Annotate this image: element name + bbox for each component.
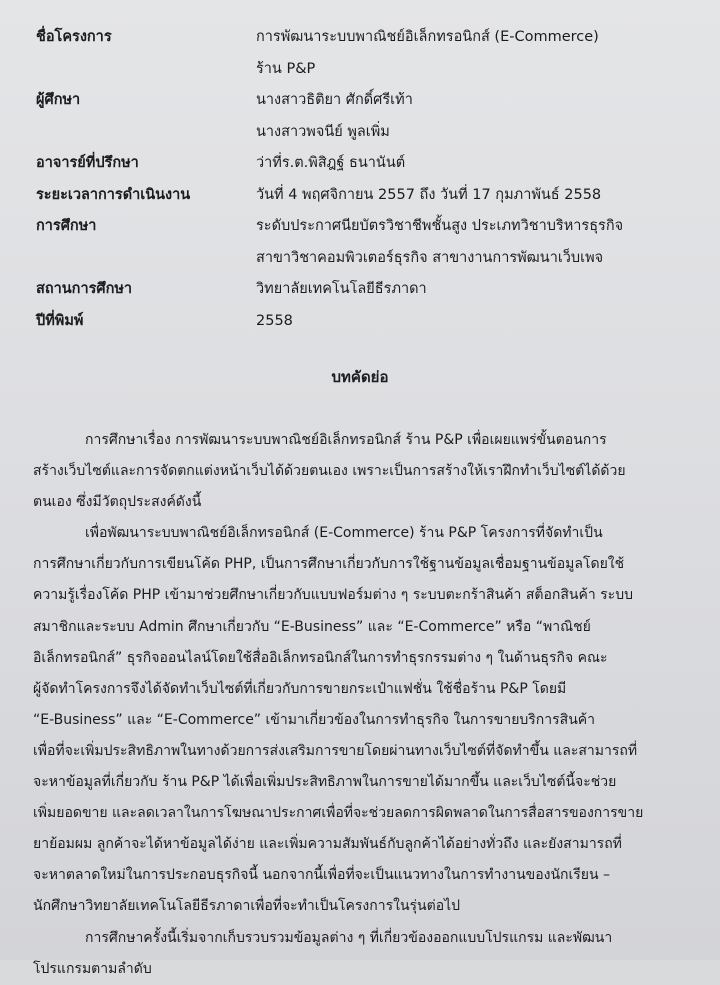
info-value: นางสาวพจนีย์ พูลเพิ่ม [256,123,390,140]
info-row [36,85,708,148]
abstract-line: โปรแกรมตามลำดับ [33,960,152,977]
info-row [36,22,708,85]
abstract-line: “E-Business” และ “E-Commerce” เข้ามาเกี่ยวข้องในการทำธุรกิจ ในการขายบริการสินค้า [33,711,596,728]
info-values [256,22,708,85]
abstract-line: ตนเอง ซึ่งมีวัตถุประสงค์ดังนี้ [33,494,202,511]
abstract-line: สร้างเว็บไซต์และการจัดตกแต่งหน้าเว็บได้ด้วยตนเอง เพราะเป็นการสร้างให้เราฝึกทำเว็บไซต์ได้ด้วย [33,463,626,480]
info-label: ผู้ศึกษา [36,92,81,108]
info-label: ระยะเวลาการดำเนินงาน [36,186,191,203]
info-values [256,180,708,212]
info-row [36,180,708,212]
info-row [36,148,708,180]
info-row [36,274,708,306]
info-values [256,306,708,338]
info-label: อาจารย์ที่ปรึกษา [36,155,139,171]
info-label: ปีที่พิมพ์ [36,312,84,329]
abstract-line: จะหาตลาดใหม่ในการประกอบธุรกิจนี้ นอกจากนี้เพื่อที่จะเป็นแนวทางในการทำงานของนักเรียน – [33,867,611,884]
info-label: สถานการศึกษา [36,281,133,297]
abstract-line: การศึกษาเกี่ยวกับการเขียนโค้ด PHP, เป็นการศึกษาเกี่ยวกับการใช้ฐานข้อมูลเชื่อมฐานข้อมูลโดยใช้ [33,556,625,573]
info-value: วันที่ 4 พฤศจิกายน 2557 ถึง วันที่ 17 กุมภาพันธ์ 2558 [256,186,602,203]
info-values [256,211,708,274]
abstract-line: ความรู้เรื่องโค้ด PHP เข้ามาช่วยศึกษาเกี่ยวกับแบบฟอร์มต่าง ๆ ระบบตะกร้าสินค้า สต็อกสินค้า ระบบ [33,587,633,604]
info-row [36,211,708,274]
abstract-line: อิเล็กทรอนิกส์” ธุรกิจออนไลน์โดยใช้สื่ออิเล็กทรอนิกส์ในการทำธุรกรรมต่าง ๆ ในด้านธุรกิจ คณะ [33,649,608,666]
abstract-line: จะหาข้อมูลที่เกี่ยวกับ ร้าน P&P ได้เพื่อเพิ่มประสิทธิภาพในการขายได้มากขึ้น และเว็บไซต์นี้จะช่วย [33,774,617,791]
info-value: นางสาวธิติยา ศักดิ์ศรีเท้า [256,92,413,108]
info-value: ว่าที่ร.ต.พิสิฎฐ์ ธนานันต์ [256,155,406,171]
info-value: ระดับประกาศนียบัตรวิชาชีพชั้นสูง ประเภทวิชาบริหารธุรกิจ [256,218,624,234]
abstract-line: ยาย้อมผม ลูกค้าจะได้หาข้อมูลได้ง่าย และเพิ่มความสัมพันธ์กับลูกค้าได้อย่างทั่วถึง และยังสามารถที่ [33,836,622,853]
abstract-line: เพื่อที่จะเพิ่มประสิทธิภาพในทางด้วยการส่งเสริมการขายโดยผ่านทางเว็บไซต์ที่จัดทำขึ้น และสามารถที่ [33,742,638,759]
info-values [256,148,708,180]
info-value: การพัฒนาระบบพาณิชย์อิเล็กทรอนิกส์ (E-Commerce) [256,29,599,45]
abstract-line: เพิ่มยอดขาย และลดเวลาในการโฆษณาประกาศเพื่อที่จะช่วยลดการผิดพลาดในการสื่อสารของการขาย [33,805,644,822]
info-label: การศึกษา [36,218,97,234]
info-value: วิทยาลัยเทคโนโลยีธีรภาดา [256,281,427,297]
project-info [36,22,708,337]
abstract-line: สมาชิกและระบบ Admin ศึกษาเกี่ยวกับ “E-Business” และ “E-Commerce” หรือ “พาณิชย์ [33,618,591,635]
abstract-line: เพื่อพัฒนาระบบพาณิชย์อิเล็กทรอนิกส์ (E-Commerce) ร้าน P&P โครงการที่จัดทำเป็น [85,525,603,542]
info-value: สาขาวิชาคอมพิวเตอร์ธุรกิจ สาขางานการพัฒนาเว็บเพจ [256,249,604,266]
info-label: ชื่อโครงการ [36,29,112,45]
abstract-line: ผู้จัดทำโครงการจึงได้จัดทำเว็บไซต์ที่เกี่ยวกับการขายกระเป๋าแฟชั่น ใช้ชื่อร้าน P&P โดยมี [33,680,567,697]
abstract-line: นักศึกษาวิทยาลัยเทคโนโลยีธีรภาดาเพื่อที่จะทำเป็นโครงการในรุ่นต่อไป [33,898,461,915]
info-value: 2558 [256,312,293,329]
abstract-body [33,425,708,985]
info-row [36,306,708,338]
abstract-line: การศึกษาครั้งนี้เริ่มจากเก็บรวบรวมข้อมูลต่าง ๆ ที่เกี่ยวข้องออกแบบโปรแกรม และพัฒนา [85,929,613,946]
info-values [256,85,708,148]
abstract-line: การศึกษาเรื่อง การพัฒนาระบบพาณิชย์อิเล็กทรอนิกส์ ร้าน P&P เพื่อเผยแพร่ขั้นตอนการ [85,432,607,448]
abstract-heading: บทคัดย่อ [331,368,389,386]
info-values [256,274,708,306]
info-value: ร้าน P&P [256,60,316,77]
